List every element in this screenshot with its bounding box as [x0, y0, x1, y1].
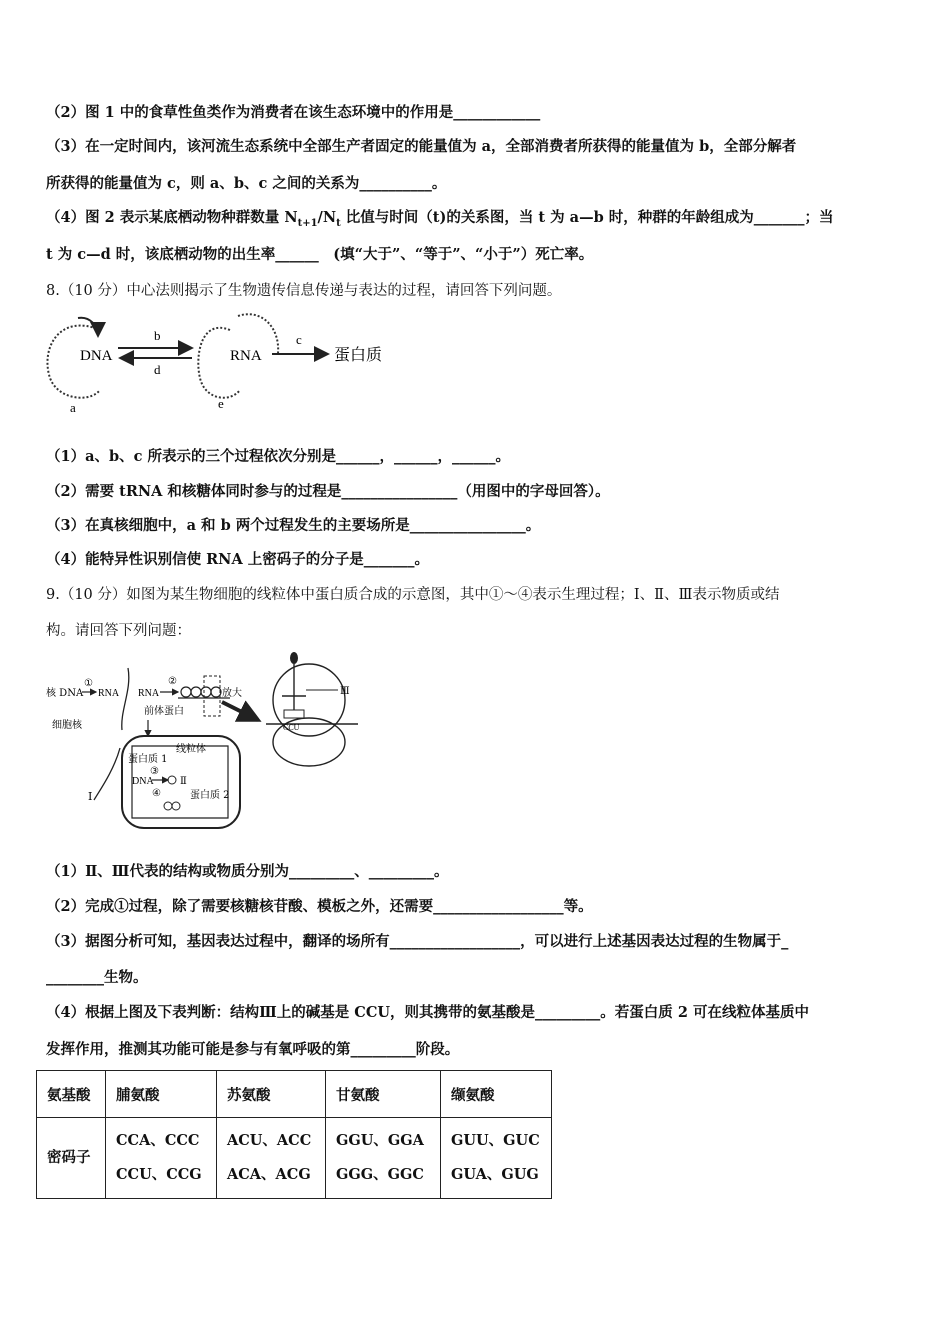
label-a: a [70, 400, 76, 415]
q7-part4-mid: /N [317, 209, 337, 226]
q7-part3-line2: 所获得的能量值为 c，则 a、b、c 之间的关系为__________。 [46, 175, 447, 192]
codon-line: GUA、GUG [451, 1166, 539, 1183]
codon-cell [441, 1118, 552, 1199]
roman-2: Ⅱ [180, 776, 187, 787]
enlarge-label: 放大 [222, 688, 242, 699]
enlarge-box [204, 676, 220, 716]
mito-dna-label: DNA [132, 776, 154, 787]
label-e: e [218, 396, 224, 411]
circle-3: ③ [150, 766, 159, 777]
roman-1: Ⅰ [88, 790, 93, 803]
q9-stem-line2: 构。请回答下列问题： [46, 623, 191, 639]
codon-cell [326, 1118, 441, 1199]
q8-part3: （3）在真核细胞中，a 和 b 两个过程发生的主要场所是________________。 [46, 517, 541, 534]
anticodon-box [284, 710, 304, 718]
mito-label: 线粒体 [176, 744, 206, 755]
label-c: c [296, 332, 302, 347]
q9-part4-line1: （4）根据上图及下表判断：结构Ⅲ上的碱基是 CCU，则其携带的氨基酸是_________。若蛋白质 2 可在线粒体基质中 [46, 1004, 809, 1021]
codon-cell [106, 1118, 217, 1199]
table-header-cell: 甘氨酸 [326, 1071, 441, 1118]
q7-part4-line2: t 为 c—d 时，该底栖动物的出生率______ (填“大于”、“等于”、“小于”）死亡率。 [46, 246, 594, 263]
codon-line: GGG、GGC [336, 1166, 424, 1183]
q7-part4-before: （4）图 2 表示某底栖动物种群数量 N [46, 209, 298, 226]
mito-ribosomes [164, 802, 180, 810]
protein2-label: 蛋白质 2 [190, 790, 230, 801]
q7-part4-line1 [46, 208, 834, 234]
mito-rna-node [168, 776, 176, 784]
circle-1: ① [84, 678, 93, 689]
ribosomes [181, 687, 221, 697]
mitochondria-figure [40, 650, 370, 835]
roman-3: Ⅲ [340, 686, 350, 697]
circle-4: ④ [152, 788, 161, 799]
q9-stem-line1: 9.（10 分）如图为某生物细胞的线粒体中蛋白质合成的示意图，其中①～④表示生理过程；Ⅰ、Ⅱ、Ⅲ表示物质或结 [46, 587, 780, 603]
label-b: b [154, 328, 161, 343]
nuclear-membrane-bottom [94, 748, 120, 800]
q8-part2: （2）需要 tRNA 和核糖体同时参与的过程是________________（用图中的字母回答）。 [46, 483, 610, 500]
q7-part4-after: 比值与时间（t)的关系图，当 t 为 a—b 时，种群的年龄组成为_______；当 [340, 209, 834, 226]
circle-2: ② [168, 676, 177, 687]
rna-label: RNA [230, 348, 262, 364]
central-dogma-figure [40, 308, 400, 418]
codon-line: GGU、GGA [336, 1132, 424, 1149]
protein-label: 蛋白质 [334, 345, 383, 364]
nucleus-dna-label: 核 DNA [46, 688, 84, 699]
nucleus-label: 细胞核 [52, 720, 82, 731]
ccu-label: CCU [283, 723, 300, 732]
codon-table [36, 1070, 552, 1199]
row-label: 密码子 [37, 1118, 106, 1199]
codon-line: ACA、ACG [227, 1166, 311, 1183]
q9-part1: （1）Ⅱ、Ⅲ代表的结构或物质分别为_________、_________。 [46, 863, 449, 880]
table-header-row [37, 1071, 552, 1118]
table-header-cell: 苏氨酸 [217, 1071, 326, 1118]
q8-part4: （4）能特异性识别信使 RNA 上密码子的分子是_______。 [46, 551, 429, 568]
label-d: d [154, 362, 161, 377]
q9-part3-line2: ________生物。 [46, 969, 148, 986]
q7-part4-sub2: t [336, 217, 341, 229]
codon-line: CCA、CCC [116, 1132, 200, 1149]
q7-part4-sub1: t+1 [297, 217, 318, 229]
nuclear-membrane-top [122, 668, 129, 730]
enlarge-arrow [222, 702, 258, 720]
q7-part3-line1: （3）在一定时间内，该河流生态系统中全部生产者固定的能量值为 a，全部消费者所获得的能量值为 b，全部分解者 [46, 138, 797, 155]
q8-part1: （1）a、b、c 所表示的三个过程依次分别是______，______，______。 [46, 448, 510, 465]
table-header-cell: 缬氨酸 [441, 1071, 552, 1118]
q7-part2: （2）图 1 中的食草性鱼类作为消费者在该生态环境中的作用是____________ [46, 104, 541, 121]
table-header-cell: 氨基酸 [37, 1071, 106, 1118]
table-header-cell: 脯氨酸 [106, 1071, 217, 1118]
codon-line: GUU、GUC [451, 1132, 540, 1149]
codon-line: CCU、CCG [116, 1166, 202, 1183]
amino-acid [290, 652, 298, 664]
q9-part4-line2: 发挥作用，推测其功能可能是参与有氧呼吸的第_________阶段。 [46, 1041, 460, 1058]
q8-stem: 8.（10 分）中心法则揭示了生物遗传信息传递与表达的过程，请回答下列问题。 [46, 283, 562, 299]
dna-label: DNA [80, 348, 113, 364]
trna-body [282, 696, 306, 710]
table-row [37, 1118, 552, 1199]
q9-part2: （2）完成①过程，除了需要核糖核苷酸、模板之外，还需要__________________等。 [46, 898, 593, 915]
codon-line: ACU、ACC [227, 1132, 312, 1149]
codon-cell [217, 1118, 326, 1199]
rna-label-2: RNA [138, 688, 160, 699]
protein1-label: 蛋白质 1 [128, 754, 168, 765]
rna-label-1: RNA [98, 688, 120, 699]
precursor-label: 前体蛋白 [144, 706, 184, 717]
q9-part3-line1: （3）据图分析可知，基因表达过程中，翻译的场所有__________________，可以进行上述基因表达过程的生物属于_ [46, 933, 789, 950]
